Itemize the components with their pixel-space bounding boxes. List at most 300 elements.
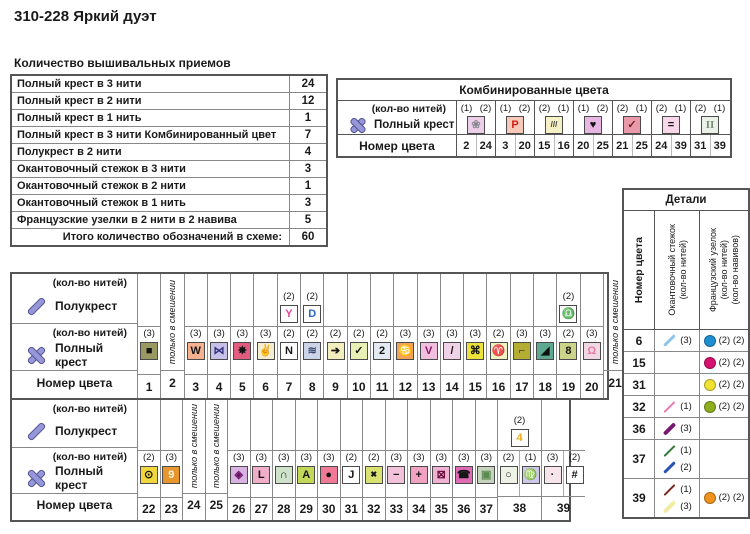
full-cross-cell xyxy=(138,451,160,498)
stat-value: 1 xyxy=(289,110,326,126)
symbol-column xyxy=(533,274,556,398)
thread-count: (2) xyxy=(367,452,380,463)
stitch-symbol: 9 xyxy=(162,466,180,484)
stats-row xyxy=(12,126,326,143)
color-number: 36 xyxy=(457,502,471,516)
row-labels xyxy=(12,400,138,520)
thread-count: (3) xyxy=(189,328,202,339)
mix-only-label: только в смешении xyxy=(610,279,621,365)
half-cross-cell xyxy=(318,400,340,451)
combined-group xyxy=(535,101,574,134)
edge-stitch-entry xyxy=(655,498,699,515)
symbol-column xyxy=(362,400,385,520)
stitch-symbol: ✓ xyxy=(623,116,641,134)
stitch-symbol: ♥ xyxy=(584,116,602,134)
color-number: 34 xyxy=(412,502,426,516)
color-number: 2 xyxy=(169,375,176,390)
stitch-symbol: ❀ xyxy=(467,116,485,134)
thread-count: (1) xyxy=(680,444,692,456)
thread-count: (3) xyxy=(516,328,528,339)
french-knot-dot xyxy=(704,379,716,391)
symbol-column xyxy=(160,274,183,398)
thread-count: (2) xyxy=(655,103,668,114)
color-number: 3 xyxy=(495,135,515,156)
full-cross-cell xyxy=(464,327,486,375)
half-cross-cell xyxy=(251,400,273,451)
thread-count: (3) xyxy=(412,452,425,463)
full-cross-cell xyxy=(208,327,230,375)
edge-stitch-entry xyxy=(655,420,699,437)
stitch-symbol: · xyxy=(544,466,562,484)
color-number: 39 xyxy=(632,491,646,505)
symbol-column xyxy=(486,274,509,398)
thread-count: (3) xyxy=(277,452,290,463)
stat-label: Полный крест в 2 нити xyxy=(17,95,142,107)
color-number: 24 xyxy=(651,135,671,156)
stat-label: Полный крест в 3 нити Комбинированный цвет xyxy=(17,129,277,141)
stitch-symbol: ⊙ xyxy=(140,466,158,484)
full-cross-cell xyxy=(418,327,440,375)
thread-count: (2) xyxy=(283,328,295,339)
thread-count: (1) xyxy=(674,103,687,114)
edge-stitch-entry xyxy=(655,332,699,349)
half-cross-cell xyxy=(341,400,363,451)
thread-count: (2) xyxy=(283,291,295,302)
thread-count: (3) xyxy=(255,452,268,463)
full-cross-cell xyxy=(581,327,603,375)
color-number: 27 xyxy=(254,502,268,516)
color-number: 17 xyxy=(515,379,529,394)
french-knot-dot xyxy=(704,357,716,369)
details-row xyxy=(624,478,748,517)
thread-counts xyxy=(613,101,651,114)
color-number: 25 xyxy=(593,135,613,156)
details-title: Детали xyxy=(624,190,748,211)
thread-count: (2) xyxy=(502,452,515,463)
thread-count: (3) xyxy=(680,500,692,512)
thread-count: (2) xyxy=(596,103,609,114)
edge-stitch-cell xyxy=(654,374,699,395)
full-cross-cell xyxy=(386,451,408,498)
symbol-column xyxy=(440,274,463,398)
stat-value: 4 xyxy=(289,144,326,160)
symbol-column xyxy=(295,400,318,520)
half-cross-cell xyxy=(228,400,250,451)
mix-only-label: только в смешении xyxy=(188,404,199,489)
edge-stitch-entry xyxy=(655,459,699,476)
color-number: 4 xyxy=(215,379,223,394)
thread-count: (1) xyxy=(460,103,473,114)
color-number: 20 xyxy=(573,135,593,156)
thread-count: (1) xyxy=(524,452,537,463)
thread-count-label: (кол-во нитей) xyxy=(52,327,127,339)
thread-count: (1) xyxy=(557,103,570,114)
color-number-label: Номер цвета xyxy=(633,236,645,304)
edge-stitch-entry xyxy=(655,442,699,459)
full-cross-cell xyxy=(534,327,556,375)
knot-counts: (2) (2) xyxy=(718,400,745,412)
thread-count: (3) xyxy=(539,328,551,339)
stats-heading: Количество вышивальных приемов xyxy=(14,56,231,70)
stitch-symbol: = xyxy=(662,116,680,134)
mix-only-cell xyxy=(183,400,205,494)
full-cross-label: Полный крест xyxy=(55,464,104,492)
thread-count-label: (кол-во нитей) xyxy=(52,451,127,463)
color-number: 24 xyxy=(187,498,201,512)
color-number: 38 xyxy=(512,501,527,515)
french-knot-header xyxy=(699,211,748,329)
half-cross-cell xyxy=(296,400,318,451)
color-number: 15 xyxy=(534,135,554,156)
thread-count: (3) xyxy=(680,422,692,434)
stitch-symbol: ♎ xyxy=(559,305,577,323)
full-cross-cell xyxy=(296,451,318,498)
color-number: 36 xyxy=(632,421,646,436)
color-number: 3 xyxy=(192,379,200,394)
stitch-symbol: ◈ xyxy=(230,466,248,484)
full-cross-cell xyxy=(431,451,453,498)
thread-count: (3) xyxy=(546,452,559,463)
stitch-symbol: ∩ xyxy=(275,466,293,484)
symbol-column xyxy=(407,400,430,520)
stats-row xyxy=(12,160,326,177)
stats-row xyxy=(12,76,326,92)
color-number: 25 xyxy=(209,498,223,512)
edge-stitch-line xyxy=(664,444,676,456)
stitch-symbol: /// xyxy=(545,116,563,134)
french-knot-cell xyxy=(699,352,748,373)
thread-count: (2) xyxy=(513,415,526,426)
details-row xyxy=(624,373,748,395)
color-number: 9 xyxy=(332,379,339,394)
symbol-column xyxy=(230,274,253,398)
color-number-header xyxy=(624,211,654,329)
color-number: 18 xyxy=(538,379,552,394)
stat-value: 3 xyxy=(289,161,326,177)
symbol-column xyxy=(207,274,230,398)
stats-row xyxy=(12,194,326,211)
symbol-column xyxy=(340,400,363,520)
combined-colors-title: Комбинированные цвета xyxy=(338,80,730,101)
full-cross-cell xyxy=(453,451,475,498)
symbol-column xyxy=(510,274,533,398)
stats-row xyxy=(12,228,326,245)
half-cross-cell xyxy=(231,274,253,327)
stitch-symbol: J xyxy=(342,466,360,484)
thread-count: (2) xyxy=(306,291,319,302)
color-number: 11 xyxy=(375,379,389,394)
full-cross-label: Полный крест xyxy=(55,340,104,369)
french-knot-dot xyxy=(704,335,716,347)
thread-count: (3) xyxy=(322,452,335,463)
color-number: 37 xyxy=(632,452,646,466)
stitch-symbol: 4 xyxy=(511,429,529,447)
thread-count: (2) xyxy=(518,103,531,114)
french-knot-dot xyxy=(704,401,716,413)
details-row xyxy=(624,330,748,351)
edge-stitch-line xyxy=(663,422,676,435)
thread-count: (3) xyxy=(390,452,403,463)
half-cross-cell xyxy=(254,274,276,327)
color-number: 32 xyxy=(632,399,646,414)
edge-stitch-label: Окантовочный стежок xyxy=(666,224,677,316)
color-number: 33 xyxy=(389,502,403,516)
combined-group xyxy=(613,101,652,134)
thread-count: (2) xyxy=(142,452,155,463)
stat-label: Окантовочный стежок в 2 нити xyxy=(17,180,186,192)
half-cross-cell xyxy=(498,400,541,451)
half-cross-cell xyxy=(557,274,579,327)
edge-stitch-line xyxy=(664,483,676,495)
full-cross-cell xyxy=(228,451,250,498)
thread-count: (1) xyxy=(680,400,692,412)
knot-counts: (2) (2) xyxy=(718,356,745,368)
symbol-column xyxy=(556,274,579,398)
color-number: 19 xyxy=(561,379,576,394)
stitch-symbol: / xyxy=(443,342,461,360)
stat-value: 3 xyxy=(289,195,326,211)
full-cross-cell xyxy=(273,451,295,498)
thread-count: (2) xyxy=(616,103,629,114)
stitch-symbol: ⌘ xyxy=(466,342,484,360)
knot-counts: (2) (2) xyxy=(718,378,745,390)
symbol-column xyxy=(430,400,453,520)
full-cross-cell xyxy=(487,327,509,375)
color-number: 10 xyxy=(352,379,366,394)
symbol-column xyxy=(347,274,370,398)
thread-count: (2) xyxy=(479,103,492,114)
half-cross-cell xyxy=(431,400,453,451)
stats-row xyxy=(12,92,326,109)
color-number-label: Номер цвета xyxy=(36,498,113,512)
half-cross-cell xyxy=(348,274,370,327)
full-cross-cell xyxy=(254,327,276,375)
thread-count: (3) xyxy=(435,452,448,463)
full-cross-cell xyxy=(542,451,585,497)
stitch-symbol: ⌐ xyxy=(513,342,531,360)
stitch-symbol: V xyxy=(420,342,438,360)
symbol-column xyxy=(227,400,250,520)
stitch-symbol: ⊠ xyxy=(432,466,450,484)
thread-count: (2) xyxy=(562,291,575,302)
thread-counts xyxy=(652,101,690,114)
stitch-symbol: W xyxy=(187,342,205,360)
half-cross-cell xyxy=(487,274,509,327)
half-cross-icon xyxy=(25,420,47,442)
row-labels xyxy=(12,274,138,398)
color-number: 20 xyxy=(585,379,599,394)
french-knot-cell xyxy=(699,440,748,478)
thread-count: (3) xyxy=(236,328,249,339)
color-number: 23 xyxy=(164,502,178,516)
edge-stitch-line xyxy=(663,500,676,513)
edge-stitch-cell xyxy=(654,479,699,517)
half-cross-label: Полукрест xyxy=(55,424,118,438)
symbol-columns xyxy=(138,274,626,398)
half-cross-cell xyxy=(138,400,160,451)
full-cross-cell xyxy=(408,451,430,498)
combined-group xyxy=(496,101,535,134)
full-cross-cell xyxy=(161,451,183,498)
edge-stitch-line xyxy=(664,400,676,412)
symbol-column xyxy=(497,400,541,520)
stitch-symbol: ● xyxy=(320,466,338,484)
stitch-symbol: N xyxy=(280,342,298,360)
thread-count-label: (кол-во нитей) xyxy=(52,403,127,415)
thread-count: (3) xyxy=(446,328,458,339)
edge-stitch-line xyxy=(663,461,676,474)
stat-value: 12 xyxy=(289,93,326,109)
edge-stitch-cell xyxy=(654,396,699,417)
color-number: 28 xyxy=(277,502,291,516)
thread-count: (3) xyxy=(213,328,225,339)
stitch-symbol: ♍ xyxy=(522,466,540,484)
thread-count: (3) xyxy=(480,452,493,463)
details-column-headers xyxy=(624,211,748,330)
thread-count: (2) xyxy=(345,452,358,463)
thread-count: (2) xyxy=(562,328,575,339)
symbol-column xyxy=(253,274,276,398)
mix-only-cell xyxy=(161,274,183,371)
thread-count: (2) xyxy=(538,103,551,114)
stitch-symbol: ◢ xyxy=(536,342,554,360)
color-number: 7 xyxy=(285,379,293,394)
stitch-count-table xyxy=(10,74,328,247)
stitch-symbol: Y xyxy=(280,305,298,323)
full-cross-subcell xyxy=(542,451,563,496)
symbol-column xyxy=(160,400,183,520)
thread-count: (2) xyxy=(329,328,342,339)
stat-label: Полукрест в 2 нити xyxy=(17,146,122,158)
stitch-symbol: − xyxy=(387,466,405,484)
color-number: 30 xyxy=(322,502,336,516)
full-cross-cell xyxy=(476,451,498,498)
combined-group xyxy=(691,101,729,134)
french-knot-cell xyxy=(699,396,748,417)
full-cross-cell xyxy=(301,327,323,375)
stat-value: 60 xyxy=(289,229,326,245)
half-cross-cell xyxy=(386,400,408,451)
stitch-symbol: Ω xyxy=(583,342,601,360)
half-cross-cell xyxy=(394,274,416,327)
color-number: 16 xyxy=(491,379,506,394)
mix-only-cell xyxy=(206,400,228,494)
stitch-symbol: ✖ xyxy=(365,466,383,484)
full-cross-cell xyxy=(511,327,533,375)
stat-label: Полный крест в 1 нить xyxy=(17,112,142,124)
edge-stitch-header xyxy=(654,211,699,329)
thread-counts xyxy=(457,101,495,114)
stitch-symbol: L xyxy=(252,466,270,484)
color-number: 26 xyxy=(232,502,246,516)
stitch-symbol: ♋ xyxy=(396,342,414,360)
half-cross-cell xyxy=(581,274,603,327)
symbol-column xyxy=(463,274,486,398)
thread-count: (3) xyxy=(259,328,272,339)
thread-count-label: (кол-во нитей) xyxy=(52,277,127,289)
edge-stitch-cell xyxy=(654,330,699,351)
stitch-symbol: ✌ xyxy=(257,342,275,360)
full-cross-subcell xyxy=(519,451,541,496)
symbol-column xyxy=(184,274,207,398)
details-table xyxy=(622,188,750,519)
color-number: 20 xyxy=(515,135,535,156)
details-rows xyxy=(624,330,748,517)
half-cross-cell xyxy=(371,274,393,327)
edge-stitch-entry xyxy=(655,481,699,498)
french-knot-cell xyxy=(699,479,748,517)
half-cross-cell xyxy=(464,274,486,327)
half-cross-cell xyxy=(408,400,430,451)
half-cross-cell xyxy=(161,400,183,451)
color-number: 15 xyxy=(632,355,646,370)
stitch-symbol: ■ xyxy=(140,342,158,360)
half-cross-cell xyxy=(363,400,385,451)
full-cross-icon xyxy=(348,116,368,134)
color-number: 21 xyxy=(608,375,622,390)
half-cross-cell xyxy=(324,274,346,327)
thread-count: (2) xyxy=(694,103,707,114)
stat-value: 5 xyxy=(289,212,326,228)
symbol-column xyxy=(393,274,416,398)
knot-counts: (2) (2) xyxy=(718,492,745,503)
symbol-column xyxy=(385,400,408,520)
symbol-column xyxy=(182,400,205,520)
stitch-symbol: A xyxy=(297,466,315,484)
symbols-table-main xyxy=(10,272,622,400)
full-cross-icon xyxy=(25,467,47,489)
stitch-symbol: ▣ xyxy=(477,466,495,484)
color-number: 21 xyxy=(612,135,632,156)
thread-count: (3) xyxy=(457,452,470,463)
thread-count: (3) xyxy=(585,328,598,339)
color-number-label: Номер цвета xyxy=(338,135,457,156)
stat-value: 24 xyxy=(289,76,326,92)
stats-row xyxy=(12,109,326,126)
half-cross-label: Полукрест xyxy=(55,299,118,313)
french-knot-cell xyxy=(699,374,748,395)
color-number: 1 xyxy=(145,379,153,394)
thread-count: (2) xyxy=(376,328,388,339)
half-cross-cell xyxy=(138,274,160,327)
symbol-column xyxy=(205,400,228,520)
thread-count: (1) xyxy=(713,103,726,114)
full-cross-cell xyxy=(348,327,370,375)
half-cross-cell xyxy=(542,400,585,451)
combined-color-numbers xyxy=(457,135,730,156)
color-number: 24 xyxy=(476,135,496,156)
stitch-symbol: ☎ xyxy=(455,466,473,484)
stat-label: Итого количество обозначений в схеме: xyxy=(62,231,282,243)
half-cross-icon xyxy=(25,295,47,317)
half-cross-cell xyxy=(453,400,475,451)
symbol-column xyxy=(475,400,498,520)
thread-count: (3) xyxy=(422,328,435,339)
edge-stitch-cell xyxy=(654,352,699,373)
stitch-symbol: ≋ xyxy=(303,342,321,360)
symbol-column xyxy=(138,400,160,520)
symbol-column xyxy=(370,274,393,398)
stat-label: Окантовочный стежок в 1 нить xyxy=(17,197,186,209)
page-title: 310-228 Яркий дуэт xyxy=(14,8,157,25)
symbol-column xyxy=(317,400,340,520)
color-number: 13 xyxy=(422,379,436,394)
stat-value: 1 xyxy=(289,178,326,194)
color-number: 31 xyxy=(632,377,646,392)
stitch-symbol: ➔ xyxy=(327,342,345,360)
thread-counts xyxy=(691,101,729,114)
thread-count: (3) xyxy=(300,452,313,463)
